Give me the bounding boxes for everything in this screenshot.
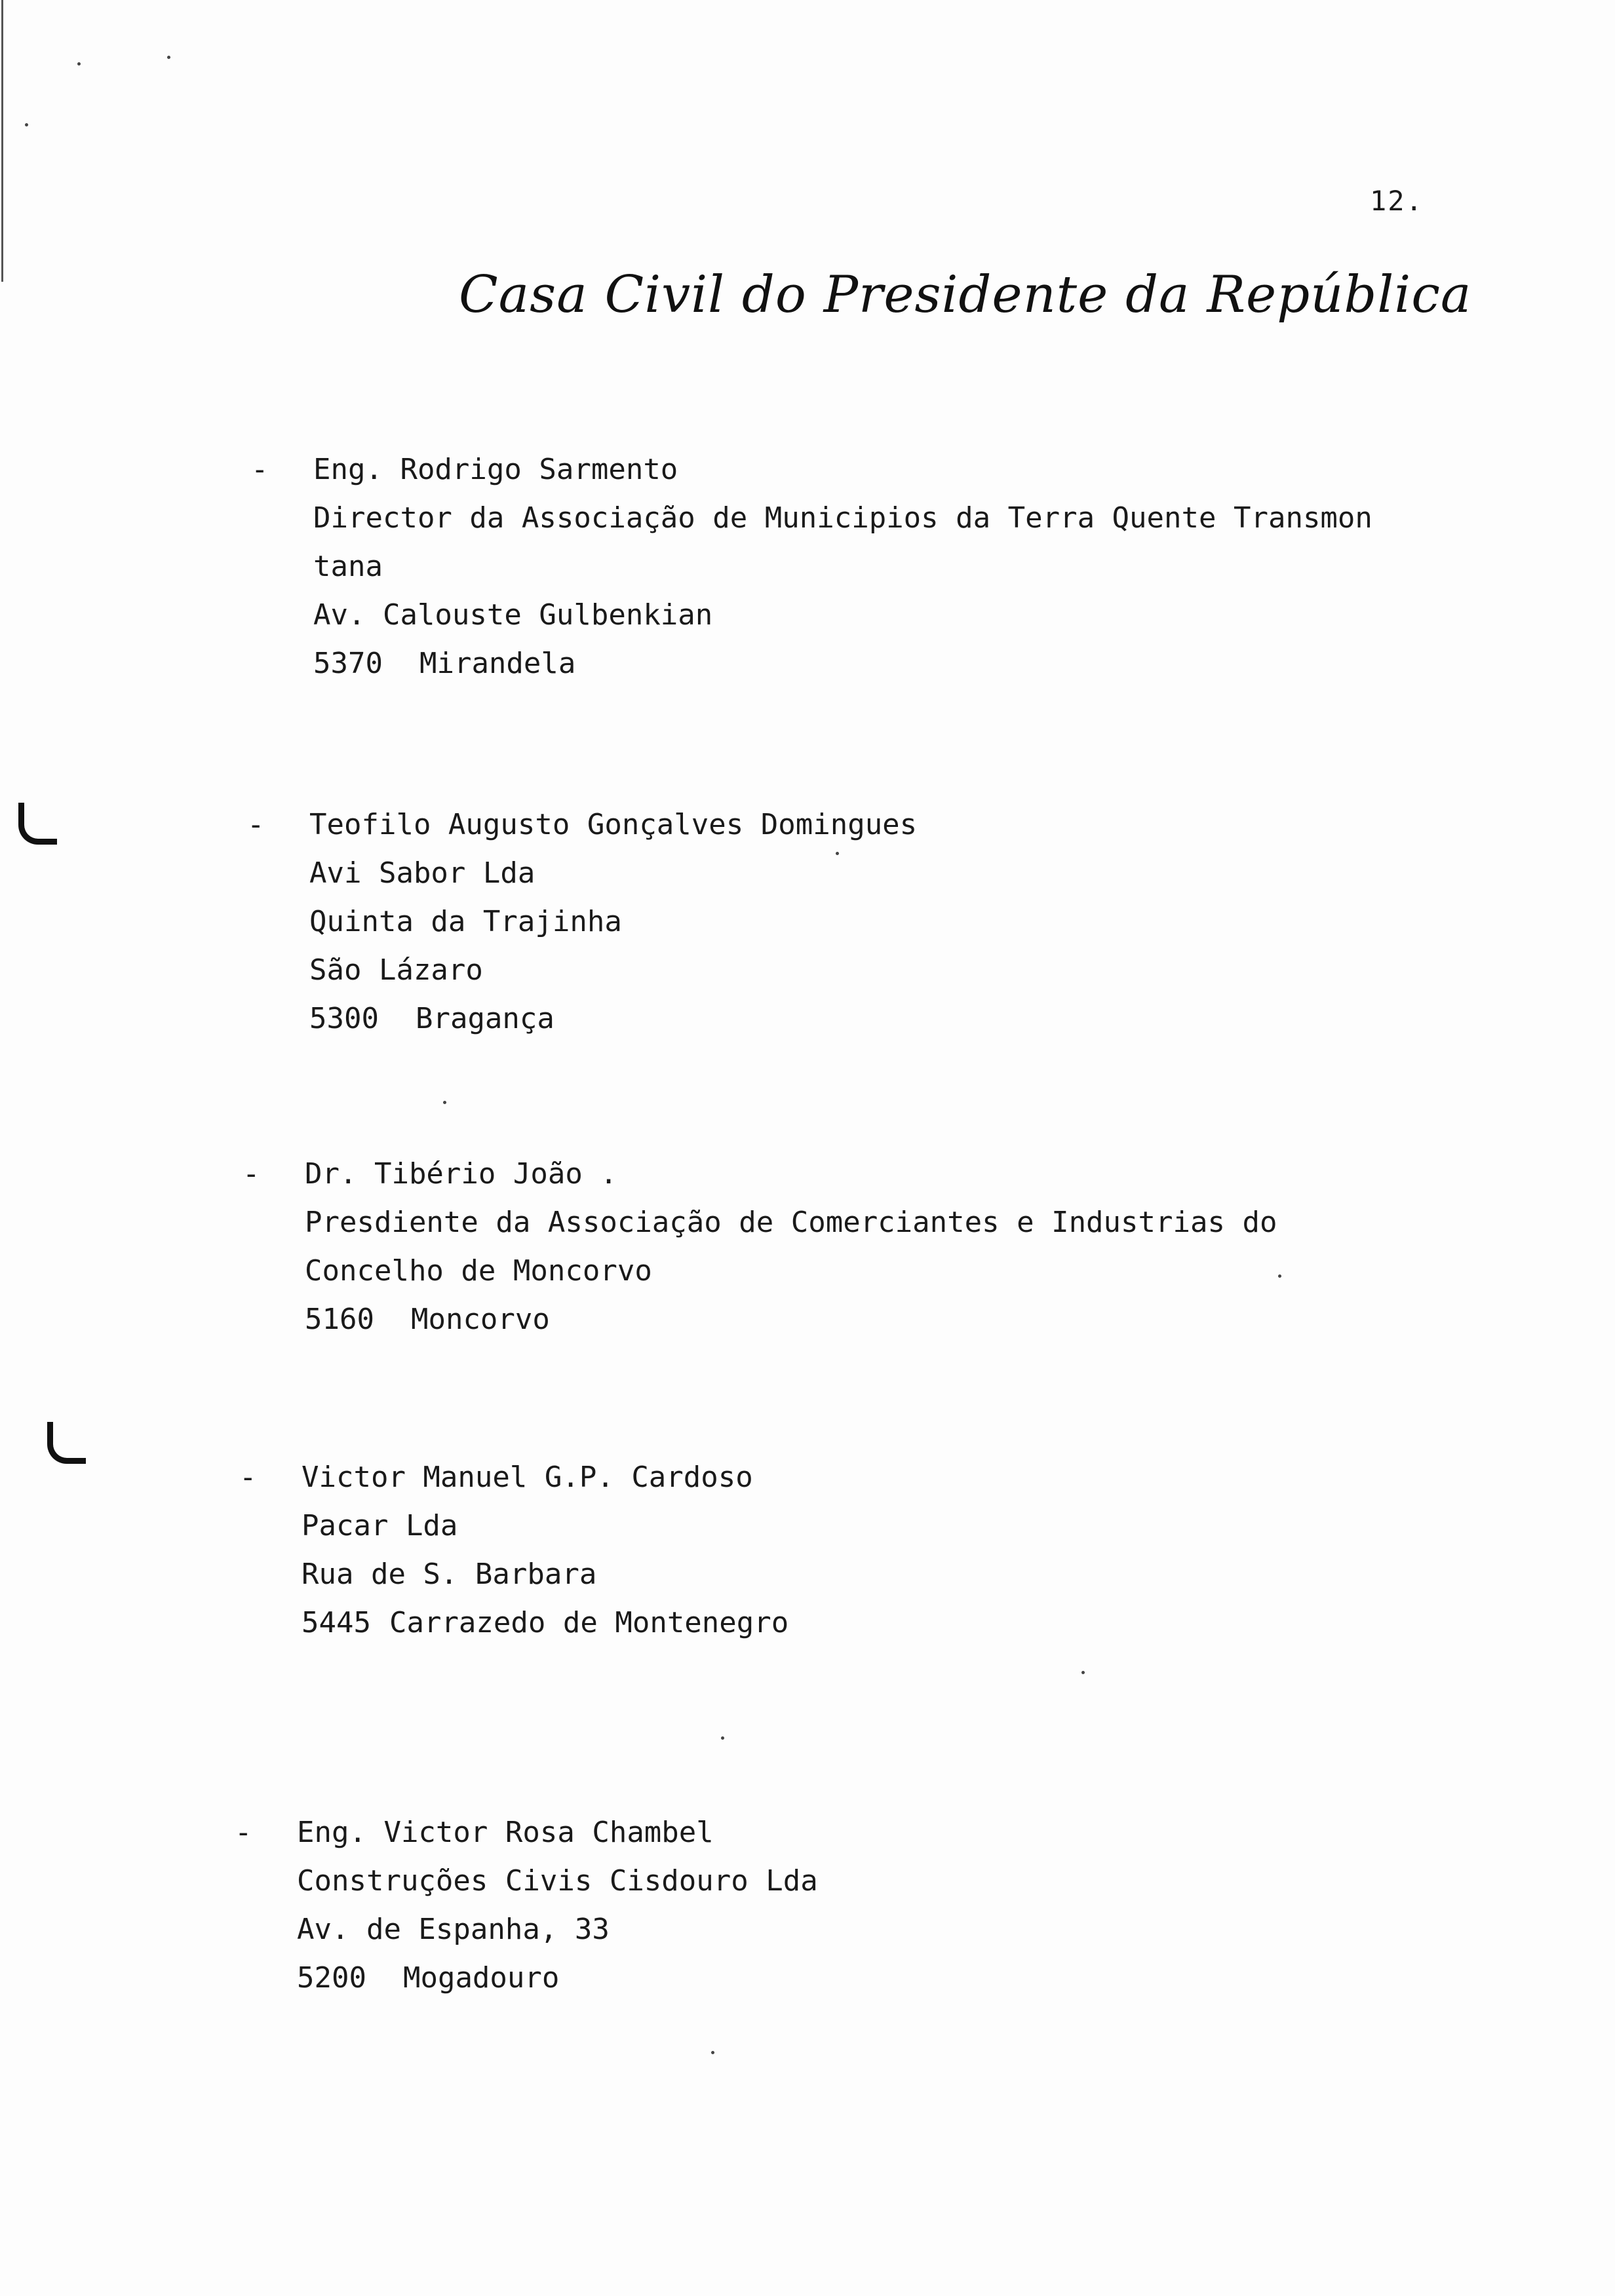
list-dash: - xyxy=(251,453,269,486)
entry-organization-continued: Concelho de Moncorvo xyxy=(305,1254,652,1288)
entry-organization: Pacar Lda xyxy=(302,1509,458,1542)
address-entry xyxy=(239,1453,789,1647)
entry-name: Eng. Victor Rosa Chambel xyxy=(297,1816,714,1849)
entry-name: Eng. Rodrigo Sarmento xyxy=(313,453,678,486)
entry-postal-line xyxy=(305,1295,1277,1344)
entry-city: Mogadouro xyxy=(402,1961,560,1995)
entry-street: Rua de S. Barbara xyxy=(302,1558,597,1591)
binder-hole-mark xyxy=(18,803,57,845)
entry-city: Bragança xyxy=(415,1002,555,1035)
address-entry xyxy=(235,1808,818,2002)
scan-speck xyxy=(443,1101,446,1104)
entry-city: Carrazedo de Montenegro xyxy=(389,1606,789,1639)
binder-hole-mark xyxy=(47,1422,86,1464)
entry-postal-line xyxy=(313,640,1372,688)
scan-speck xyxy=(1081,1671,1085,1674)
entry-locality: São Lázaro xyxy=(309,953,483,987)
scan-speck xyxy=(77,62,81,66)
entry-street: Av. de Espanha, 33 xyxy=(297,1913,610,1946)
list-dash: - xyxy=(235,1816,252,1849)
scan-speck xyxy=(721,1736,724,1740)
address-entry xyxy=(247,801,918,1043)
entry-street: Av. Calouste Gulbenkian xyxy=(313,598,713,632)
entry-organization: Director da Associação de Municipios da Terra Quente Transmon xyxy=(313,501,1372,535)
entry-organization: Avi Sabor Lda xyxy=(309,856,535,890)
scan-speck xyxy=(711,2051,714,2054)
entry-street: Quinta da Trajinha xyxy=(309,905,622,938)
entry-organization-continued: tana xyxy=(313,550,383,583)
entry-name: Victor Manuel G.P. Cardoso xyxy=(302,1461,753,1494)
scan-speck xyxy=(25,123,28,126)
list-dash: - xyxy=(247,808,265,841)
entry-name: Dr. Tibério João . xyxy=(305,1157,617,1191)
address-entry xyxy=(243,1150,1277,1344)
address-entry xyxy=(251,446,1372,688)
entry-postal-code: 5160 xyxy=(305,1303,374,1336)
entry-postal-line xyxy=(309,995,917,1043)
entry-postal-code: 5200 xyxy=(297,1961,366,1995)
scan-edge-line xyxy=(1,0,3,282)
list-dash: - xyxy=(243,1157,260,1191)
scan-speck xyxy=(1278,1274,1281,1278)
entry-city: Mirandela xyxy=(419,647,576,680)
entry-name: Teofilo Augusto Gonçalves Domingues xyxy=(309,808,918,841)
scan-speck xyxy=(167,56,170,59)
entry-postal-code: 5300 xyxy=(309,1002,379,1035)
entry-postal-code: 5370 xyxy=(313,647,383,680)
entry-postal-line xyxy=(297,1954,818,2002)
letterhead-title: Casa Civil do Presidente da República xyxy=(459,265,1472,324)
entry-organization: Presdiente da Associação de Comerciantes e Industrias do xyxy=(305,1206,1277,1239)
page-number: 12. xyxy=(1370,185,1424,217)
entry-postal-code: 5445 xyxy=(302,1606,371,1639)
entry-city: Moncorvo xyxy=(410,1303,550,1336)
list-dash: - xyxy=(239,1461,257,1494)
entry-postal-line xyxy=(302,1599,788,1647)
entry-organization: Construções Civis Cisdouro Lda xyxy=(297,1864,818,1898)
